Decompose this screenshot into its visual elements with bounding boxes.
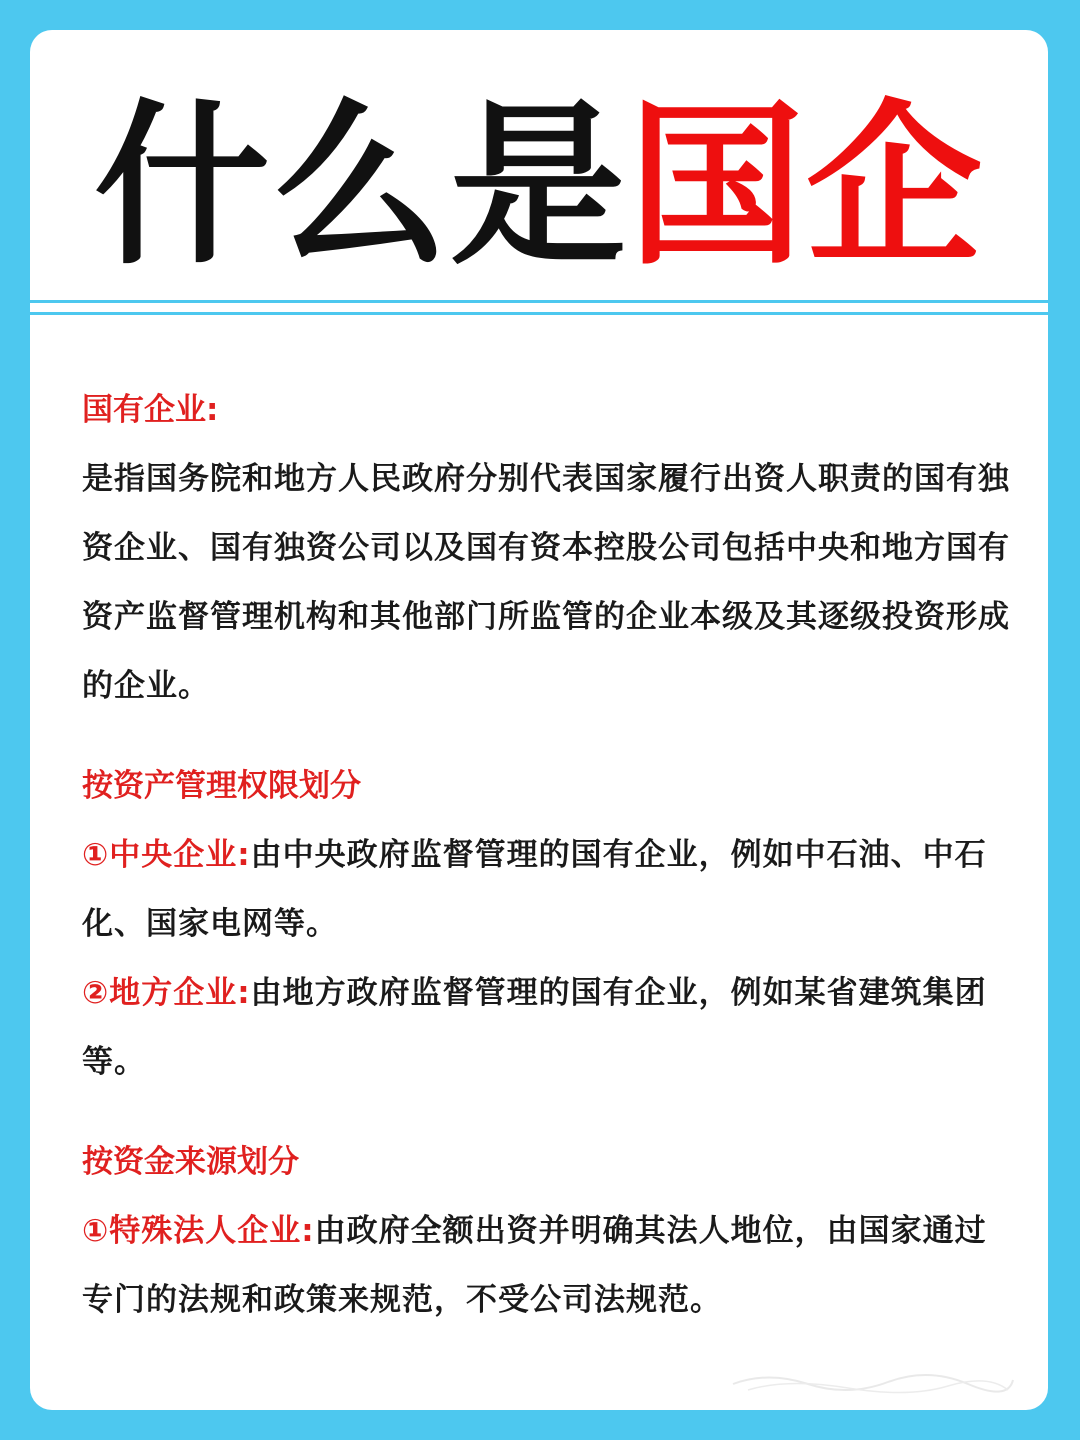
divider-line [30, 300, 1048, 303]
definition-paragraph: 是指国务院和地方人民政府分别代表国家履行出资人职责的国有独资企业、国有独资公司以及国有资本控股公司包括中央和地方国有资产监督管理机构和其他部门所监管的企业本级及其逐级投资形成的企业。 [82, 461, 1010, 704]
section-heading-by-funding-source: 按资金来源划分 [82, 1144, 299, 1180]
item-text: 由政府全额出资并明确其法人地位，由国家通过专门的法规和政策来规范，不受公司法规范。 [82, 1213, 987, 1318]
list-item-central-enterprise [82, 821, 1012, 959]
item-text: 由中央政府监督管理的国有企业，例如中石油、中石化、国家电网等。 [82, 837, 987, 942]
list-item-special-legal-entity [82, 1197, 1012, 1335]
divider-line [30, 312, 1048, 315]
list-item-local-enterprise [82, 959, 1012, 1097]
page-title [30, 84, 1048, 289]
item-text: 由地方政府监督管理的国有企业，例如某省建筑集团等。 [82, 975, 987, 1080]
item-label: ①特殊法人企业: [82, 1213, 315, 1249]
page-title-black: 什么是 [93, 84, 628, 289]
page-title-red: 国企 [628, 84, 985, 289]
watermark-graphic [728, 1366, 1018, 1396]
content-card [30, 30, 1048, 1410]
item-label: ①中央企业: [82, 837, 251, 873]
item-label: ②地方企业: [82, 975, 251, 1011]
article-body [82, 385, 1012, 1335]
section-heading-by-asset-management: 按资产管理权限划分 [82, 768, 361, 804]
section-heading-state-owned-enterprise: 国有企业: [82, 392, 219, 428]
